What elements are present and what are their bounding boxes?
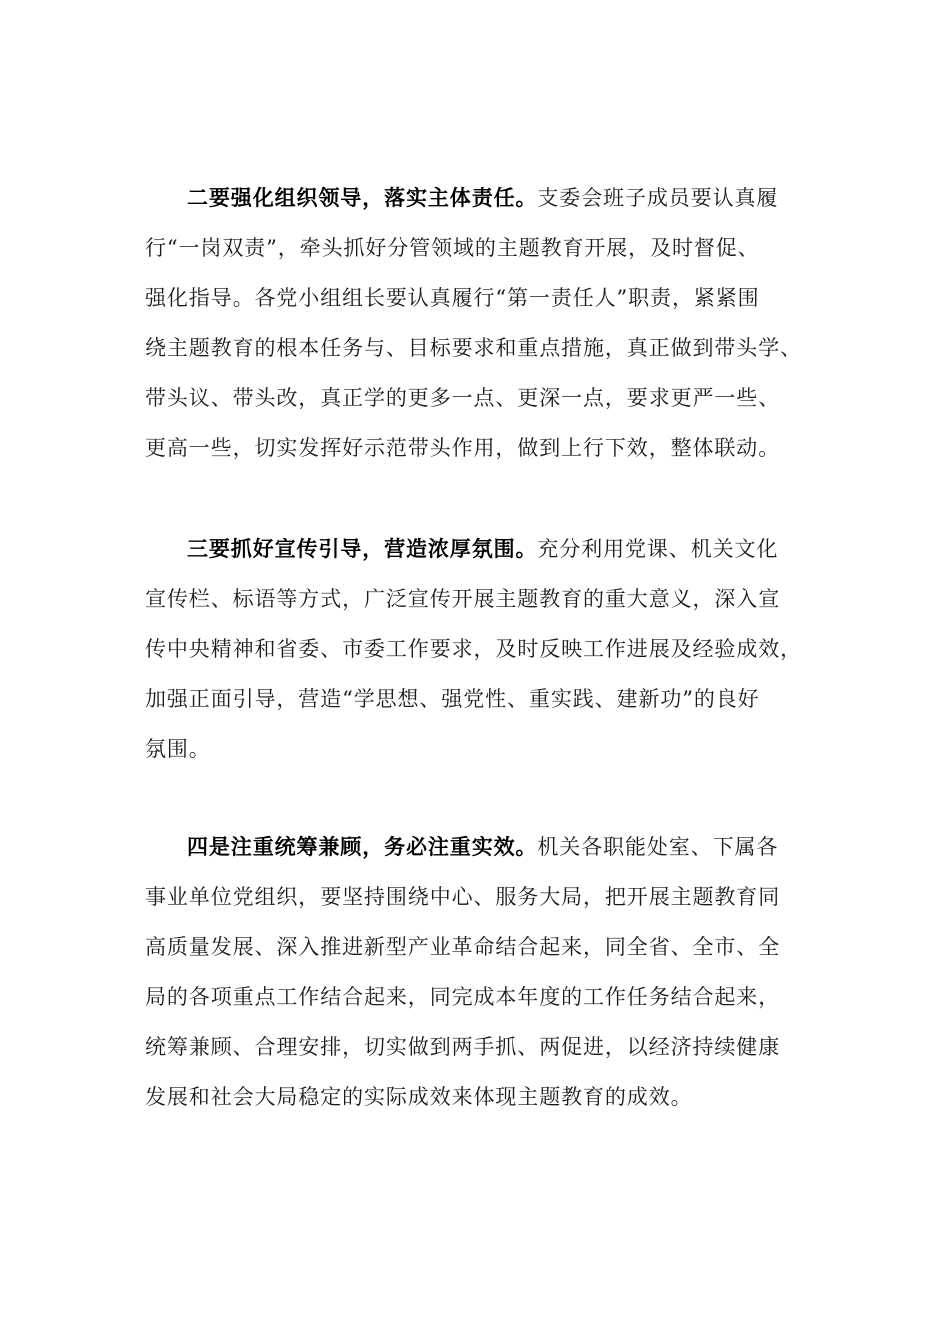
paragraph-lead-heading: 二要强化组织领导，落实主体责任。 [187, 185, 538, 210]
paragraph-line: 强化指导。各党小组组长要认真履行“第一责任人”职责，紧紧围 [145, 286, 760, 310]
paragraph-first-line [145, 822, 825, 872]
paragraph-line: 高质量发展、深入推进新型产业革命结合起来，同全省、全市、全 [145, 935, 781, 959]
paragraph-line: 宣传栏、标语等方式，广泛宣传开展主题教育的重大意义，深入宣 [145, 587, 781, 611]
paragraph-text: 充分利用党课、机关文化 [537, 537, 779, 561]
paragraph-first-line [145, 173, 825, 223]
paragraph-publicity-guidance [145, 524, 825, 774]
paragraph-lead-heading: 四是注重统筹兼顾，务必注重实效。 [187, 834, 538, 859]
paragraph-line: 行“一岗双责”，牵头抓好分管领域的主题教育开展，及时督促、 [145, 236, 760, 260]
paragraph-line: 更高一些，切实发挥好示范带头作用，做到上行下效，整体联动。 [145, 436, 781, 460]
paragraph-text: 支委会班子成员要认真履 [537, 186, 779, 210]
paragraph-line: 局的各项重点工作结合起来，同完成本年度的工作任务结合起来， [145, 985, 781, 1009]
paragraph-line: 传中央精神和省委、市委工作要求，及时反映工作进展及经验成效， [145, 637, 802, 661]
paragraph-line: 加强正面引导，营造“学思想、强党性、重实践、建新功”的良好 [145, 687, 760, 711]
paragraph-organization-leadership [145, 173, 825, 473]
paragraph-line: 绕主题教育的根本任务与、目标要求和重点措施，真正做到带头学、 [145, 336, 802, 360]
paragraph-line: 统筹兼顾、合理安排，切实做到两手抓、两促进，以经济持续健康 [145, 1035, 781, 1059]
paragraph-line: 发展和社会大局稳定的实际成效来体现主题教育的成效。 [145, 1085, 693, 1109]
paragraph-line: 带头议、带头改，真正学的更多一点、更深一点，要求更严一些、 [145, 386, 781, 410]
paragraph-lead-heading: 三要抓好宣传引导，营造浓厚氛围。 [187, 536, 538, 561]
paragraph-line: 氛围。 [145, 737, 211, 761]
paragraph-overall-planning [145, 822, 825, 1122]
paragraph-line: 事业单位党组织，要坚持围绕中心、服务大局，把开展主题教育同 [145, 885, 781, 909]
paragraph-first-line [145, 524, 825, 574]
paragraph-text: 机关各职能处室、下属各 [537, 835, 779, 859]
